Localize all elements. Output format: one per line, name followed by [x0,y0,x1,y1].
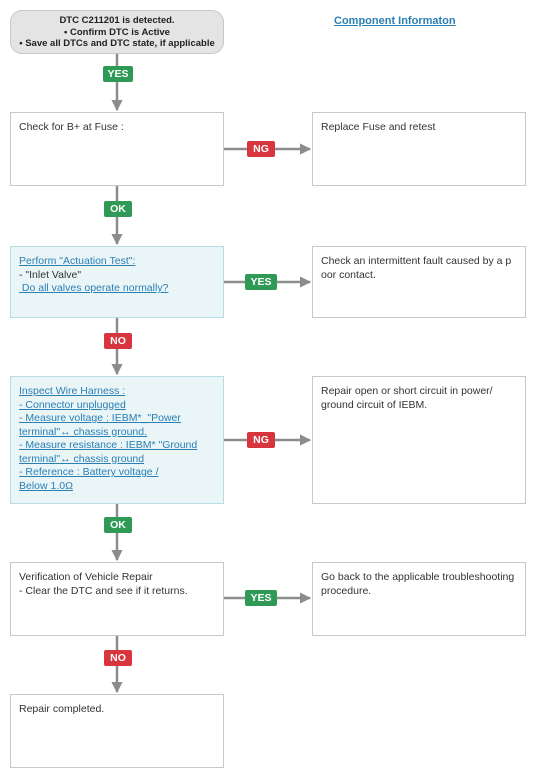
tag-harness-ng: NG [247,432,275,448]
step-verification [10,562,224,636]
step-line: Check for B+ at Fuse : [19,121,124,133]
start-bullet-confirm: • Confirm DTC is Active [64,26,170,38]
step-actuation-test [10,246,224,318]
result-line: oor contact. [321,268,376,281]
result-replace-fuse [312,112,526,186]
step-line: - Clear the DTC and see if it returns. [19,584,188,597]
result-line: Check an intermittent fault caused by a p [321,255,512,267]
start-node [10,10,224,54]
step-line: - Measure resistance : IEBM* "Ground [19,439,198,451]
component-information-link[interactable]: Component Informaton [334,15,456,27]
start-bullet-save: • Save all DTCs and DTC state, if applicable [19,38,215,49]
actuation-test-link[interactable]: Perform "Actuation Test": [19,255,136,267]
step-line: - Reference : Battery voltage / [19,466,159,478]
step-inspect-wire-harness [10,376,224,504]
step-question: Do all valves operate normally? [19,282,169,294]
step-line: terminal"↔ chassis ground. [19,425,148,438]
tag-actuation-yes: YES [245,274,277,290]
tag-harness-ok: OK [104,517,132,533]
tag-fuse-ok: OK [104,201,132,217]
tag-verification-yes: YES [245,590,277,606]
result-line: Go back to the applicable troubleshooting [321,571,515,583]
tag-fuse-ng: NG [247,141,275,157]
result-line: Repair open or short circuit in power/ [321,385,493,397]
tag-actuation-no: NO [104,333,132,349]
step-line: Below 1.0Ω [19,479,73,492]
start-title: DTC C211201 is detected. [59,15,175,26]
result-line: ground circuit of IEBM. [321,398,428,411]
step-repair-completed [10,694,224,768]
result-line: procedure. [321,584,372,597]
step-line: Repair completed. [19,703,105,715]
step-line: - Connector unplugged [19,398,126,411]
step-line: - Measure voltage : IEBM*_"Power [19,412,181,424]
result-line: Replace Fuse and retest [321,121,436,133]
tag-start-yes: YES [103,66,133,82]
result-intermittent-fault [312,246,526,318]
step-line: - "Inlet Valve" [19,268,82,281]
tag-verification-no: NO [104,650,132,666]
result-repair-circuit [312,376,526,504]
step-check-fuse [10,112,224,186]
result-go-back [312,562,526,636]
step-line: terminal"↔ chassis ground [19,452,145,465]
step-line: Verification of Vehicle Repair [19,571,153,583]
step-line: Inspect Wire Harness : [19,385,126,397]
